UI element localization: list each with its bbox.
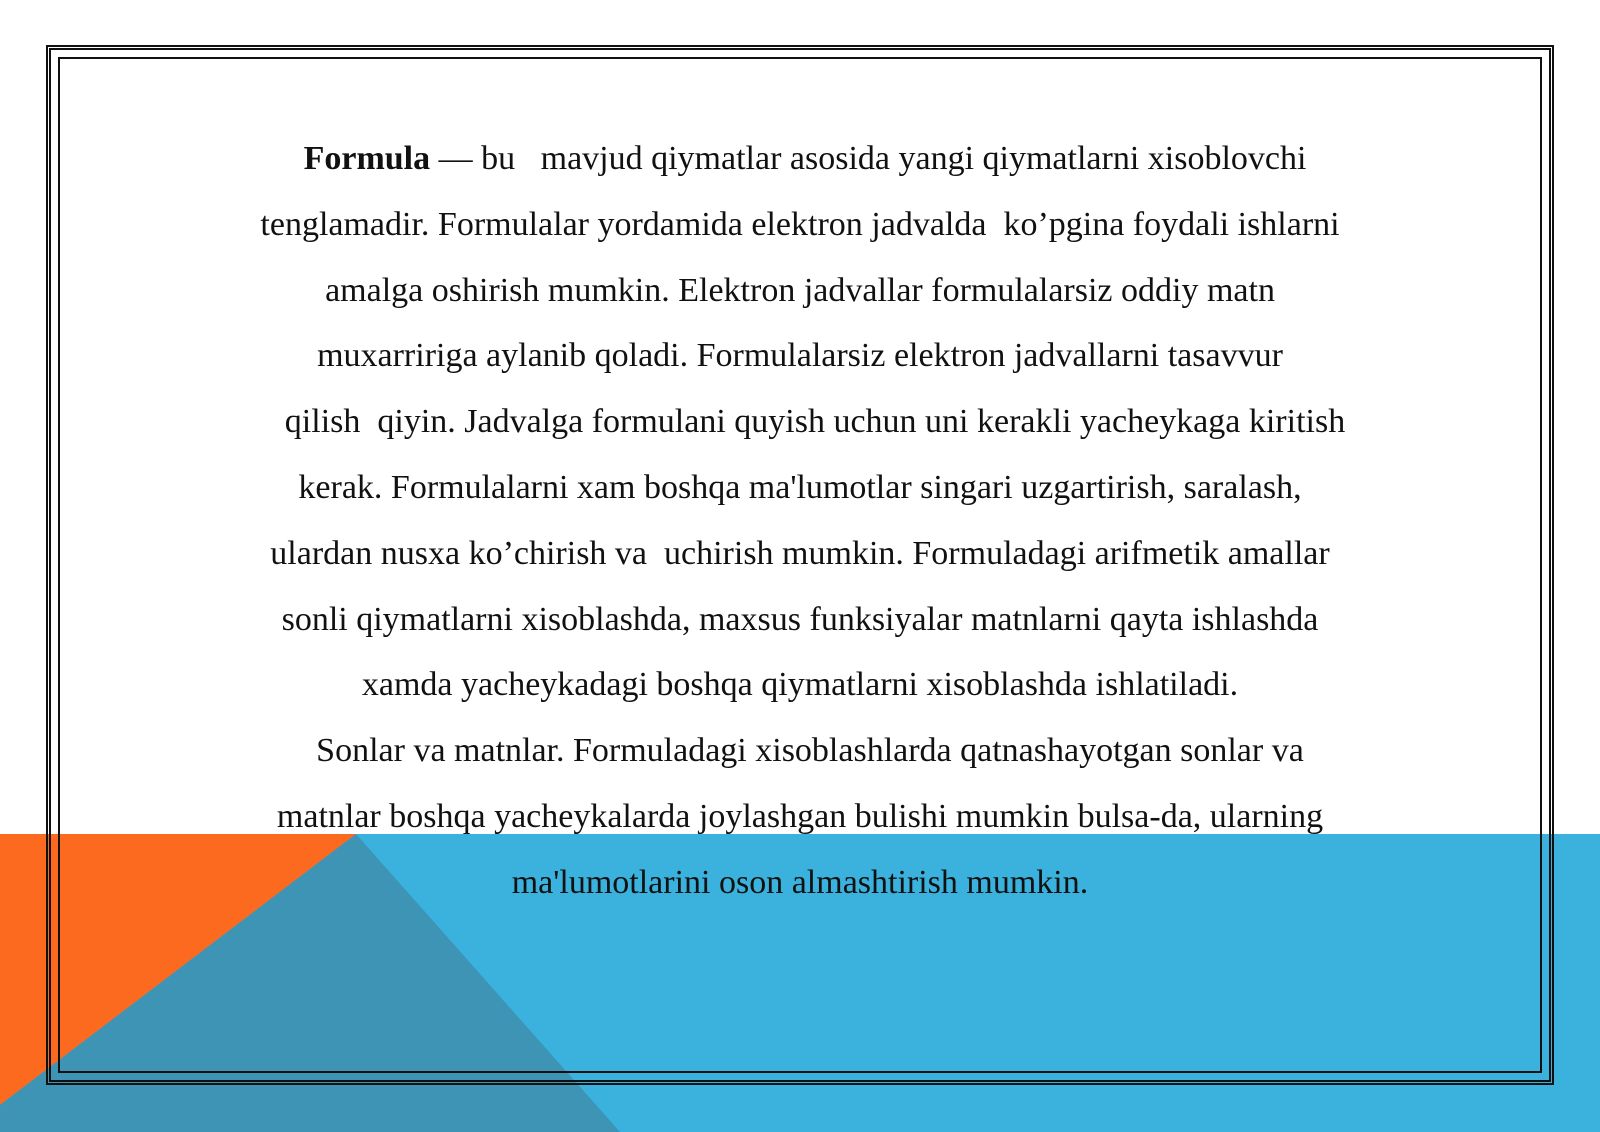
text-line <box>150 126 1450 192</box>
text-line: kerak. Formulalarni xam boshqa ma'lumotlar singari uzgartirish, saralash, <box>298 468 1302 506</box>
text-line: qilish qiyin. Jadvalga formulani quyish uchun uni kerakli yacheykaga kiritish <box>284 403 1346 441</box>
slide-body-text <box>150 126 1450 916</box>
definition-text: — bu mavjud qiymatlar asosida yangi qiymatlarni xisoblovchi <box>430 140 1307 177</box>
text-line: Sonlar va matnlar. Formuladagi xisoblashlarda qatnashayotgan sonlar va <box>316 732 1304 770</box>
text-line: ma'lumotlarini oson almashtirish mumkin. <box>511 863 1089 901</box>
text-line: tenglamadir. Formulalar yordamida elektron jadvalda ko’pgina foydali ishlarni <box>260 205 1340 243</box>
term-formula: Formula <box>303 140 431 177</box>
text-line: matnlar boshqa yacheykalarda joylashgan bulishi mumkin bulsa-da, ularning <box>276 797 1324 835</box>
text-line: muxarririga aylanib qoladi. Formulalarsiz elektron jadvallarni tasavvur <box>317 337 1283 375</box>
text-line: ulardan nusxa ko’chirish va uchirish mumkin. Formuladagi arifmetik amallar <box>270 534 1330 572</box>
text-line: amalga oshirish mumkin. Elektron jadvallar formulalarsiz oddiy matn <box>325 271 1275 309</box>
text-line: xamda yacheykadagi boshqa qiymatlarni xisoblashda ishlatiladi. <box>361 666 1239 704</box>
text-line: sonli qiymatlarni xisoblashda, maxsus funksiyalar matnlarni qayta ishlashda <box>281 600 1319 638</box>
